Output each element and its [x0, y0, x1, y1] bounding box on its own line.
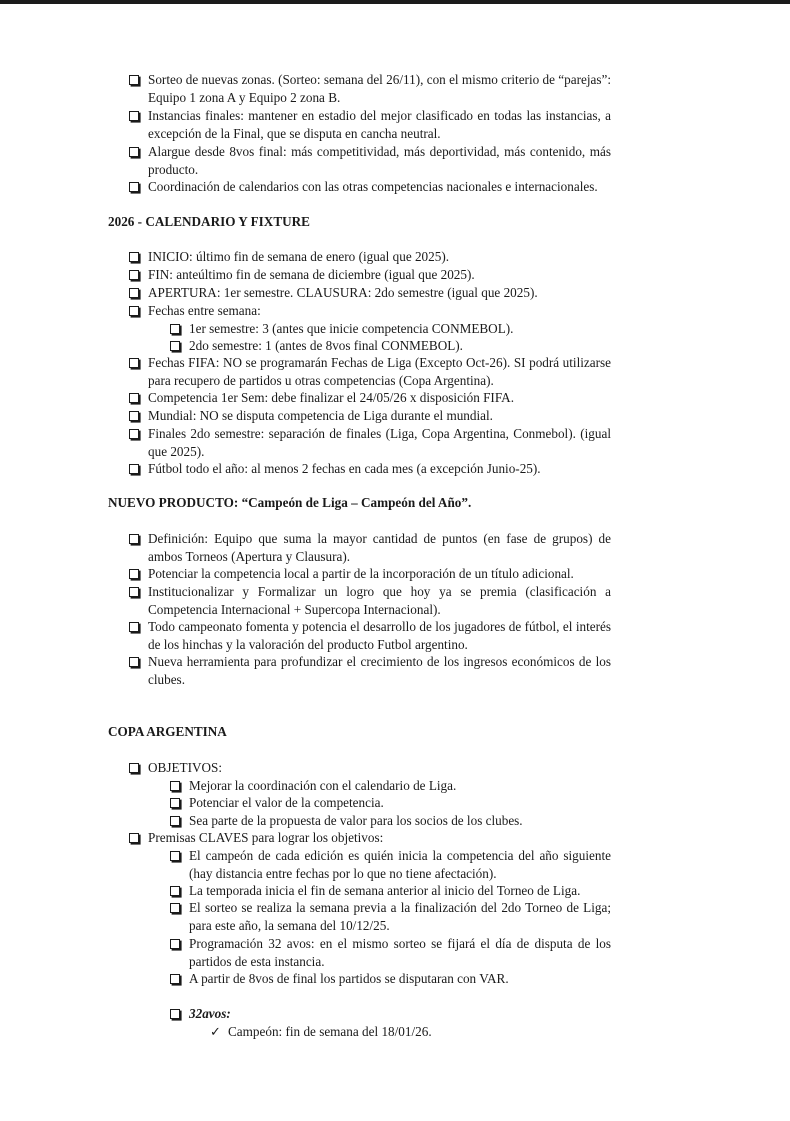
- checkbox-bullet-icon: [129, 429, 139, 439]
- list-item: Fechas FIFA: NO se programarán Fechas de Liga (Excepto Oct-26). SI podrá utilizarse para recupero de partidos u otras competencias (Copa Argentina).: [148, 354, 611, 389]
- list-item: Fechas entre semana:: [148, 302, 611, 320]
- sub-list-item: El sorteo se realiza la semana previa a la finalización del 2do Torneo de Liga; para este año, la semana del 10/12/25.: [189, 899, 611, 934]
- checkbox-bullet-icon: [129, 657, 139, 667]
- checkbox-bullet-icon: [129, 270, 139, 280]
- checkbox-bullet-icon: [129, 306, 139, 316]
- checkbox-bullet-icon: [170, 324, 180, 334]
- checkbox-bullet-icon: [129, 75, 139, 85]
- checkbox-bullet-icon: [129, 147, 139, 157]
- sub-list-item: 1er semestre: 3 (antes que inicie competencia CONMEBOL).: [189, 320, 611, 338]
- list-item: Competencia 1er Sem: debe finalizar el 24/05/26 x disposición FIFA.: [148, 389, 611, 407]
- checkbox-bullet-icon: [129, 833, 139, 843]
- sub-list-item: 2do semestre: 1 (antes de 8vos final CONMEBOL).: [189, 337, 611, 355]
- sub-list-item: A partir de 8vos de final los partidos se disputaran con VAR.: [189, 970, 611, 988]
- sub-list-item: Programación 32 avos: en el mismo sorteo se fijará el día de disputa de los partidos de esta instancia.: [189, 935, 611, 970]
- checkbox-bullet-icon: [129, 464, 139, 474]
- checkbox-bullet-icon: [170, 939, 180, 949]
- checkbox-bullet-icon: [129, 252, 139, 262]
- top-edge-bar: [0, 0, 790, 4]
- checkbox-bullet-icon: [129, 358, 139, 368]
- checkmark-icon: ✓: [210, 1024, 221, 1039]
- sub-list-item: La temporada inicia el fin de semana anterior al inicio del Torneo de Liga.: [189, 882, 611, 900]
- list-item: Instancias finales: mantener en estadio del mejor clasificado en todas las instancias, a excepción de la Final, que se disputa en cancha neutral.: [148, 107, 611, 142]
- list-item: Finales 2do semestre: separación de finales (Liga, Copa Argentina, Conmebol). (igual que 2025).: [148, 425, 611, 460]
- list-item: Premisas CLAVES para lograr los objetivos:: [148, 829, 611, 847]
- list-item: OBJETIVOS:: [148, 759, 611, 777]
- checkbox-bullet-icon: [129, 393, 139, 403]
- list-item: FIN: anteúltimo fin de semana de diciembre (igual que 2025).: [148, 266, 611, 284]
- checkbox-bullet-icon: [170, 341, 180, 351]
- checkbox-bullet-icon: [129, 111, 139, 121]
- checkbox-bullet-icon: [129, 411, 139, 421]
- checkbox-bullet-icon: [170, 974, 180, 984]
- list-item: Coordinación de calendarios con las otras competencias nacionales e internacionales.: [148, 178, 618, 196]
- checkbox-bullet-icon: [170, 903, 180, 913]
- checkbox-bullet-icon: [170, 851, 180, 861]
- list-item: Sorteo de nuevas zonas. (Sorteo: semana del 26/11), con el mismo criterio de “parejas”: Equipo 1 zona A y Equipo 2 zona B.: [148, 71, 611, 106]
- checkbox-bullet-icon: [170, 816, 180, 826]
- section-heading-calendario: 2026 - CALENDARIO Y FIXTURE: [108, 214, 310, 229]
- list-item: Fútbol todo el año: al menos 2 fechas en cada mes (a excepción Junio-25).: [148, 460, 611, 478]
- sub-list-item-32avos: 32avos:: [189, 1005, 611, 1023]
- checkbox-bullet-icon: [129, 587, 139, 597]
- sub-list-item: Mejorar la coordinación con el calendario de Liga.: [189, 777, 611, 795]
- checkbox-bullet-icon: [129, 182, 139, 192]
- checkbox-bullet-icon: [170, 1009, 180, 1019]
- section-heading-producto: NUEVO PRODUCTO: “Campeón de Liga – Campeón del Año”.: [108, 495, 472, 510]
- list-item: Mundial: NO se disputa competencia de Liga durante el mundial.: [148, 407, 611, 425]
- checkbox-bullet-icon: [129, 288, 139, 298]
- list-item: Institucionalizar y Formalizar un logro que hoy ya se premia (clasificación a Competencia Internacional + Supercopa Internacional).: [148, 583, 611, 618]
- checkbox-bullet-icon: [129, 534, 139, 544]
- sub-list-item: El campeón de cada edición es quién inicia la competencia del año siguiente (hay distancia entre fechas por lo que no tiene afectación).: [189, 847, 611, 882]
- list-item: Todo campeonato fomenta y potencia el desarrollo de los jugadores de fútbol, el interés de los hinchas y la valoración del producto Futbol argentino.: [148, 618, 611, 653]
- section-heading-copa: COPA ARGENTINA: [108, 724, 227, 739]
- checkbox-bullet-icon: [129, 569, 139, 579]
- sub-list-item: Potenciar el valor de la competencia.: [189, 794, 611, 812]
- checkbox-bullet-icon: [170, 798, 180, 808]
- list-item: APERTURA: 1er semestre. CLAUSURA: 2do semestre (igual que 2025).: [148, 284, 611, 302]
- list-item: INICIO: último fin de semana de enero (igual que 2025).: [148, 248, 611, 266]
- list-item: Definición: Equipo que suma la mayor cantidad de puntos (en fase de grupos) de ambos Torneos (Apertura y Clausura).: [148, 530, 611, 565]
- checkbox-bullet-icon: [129, 622, 139, 632]
- checkbox-bullet-icon: [170, 781, 180, 791]
- checked-list-item: ✓ Campeón: fin de semana del 18/01/26.: [210, 1024, 432, 1039]
- list-item: Alargue desde 8vos final: más competitividad, más deportividad, más contenido, más producto.: [148, 143, 611, 178]
- list-item: Potenciar la competencia local a partir de la incorporación de un título adicional.: [148, 565, 611, 583]
- checkbox-bullet-icon: [170, 886, 180, 896]
- checkbox-bullet-icon: [129, 763, 139, 773]
- sub-list-item: Sea parte de la propuesta de valor para los socios de los clubes.: [189, 812, 611, 830]
- list-item: Nueva herramienta para profundizar el crecimiento de los ingresos económicos de los clubes.: [148, 653, 611, 688]
